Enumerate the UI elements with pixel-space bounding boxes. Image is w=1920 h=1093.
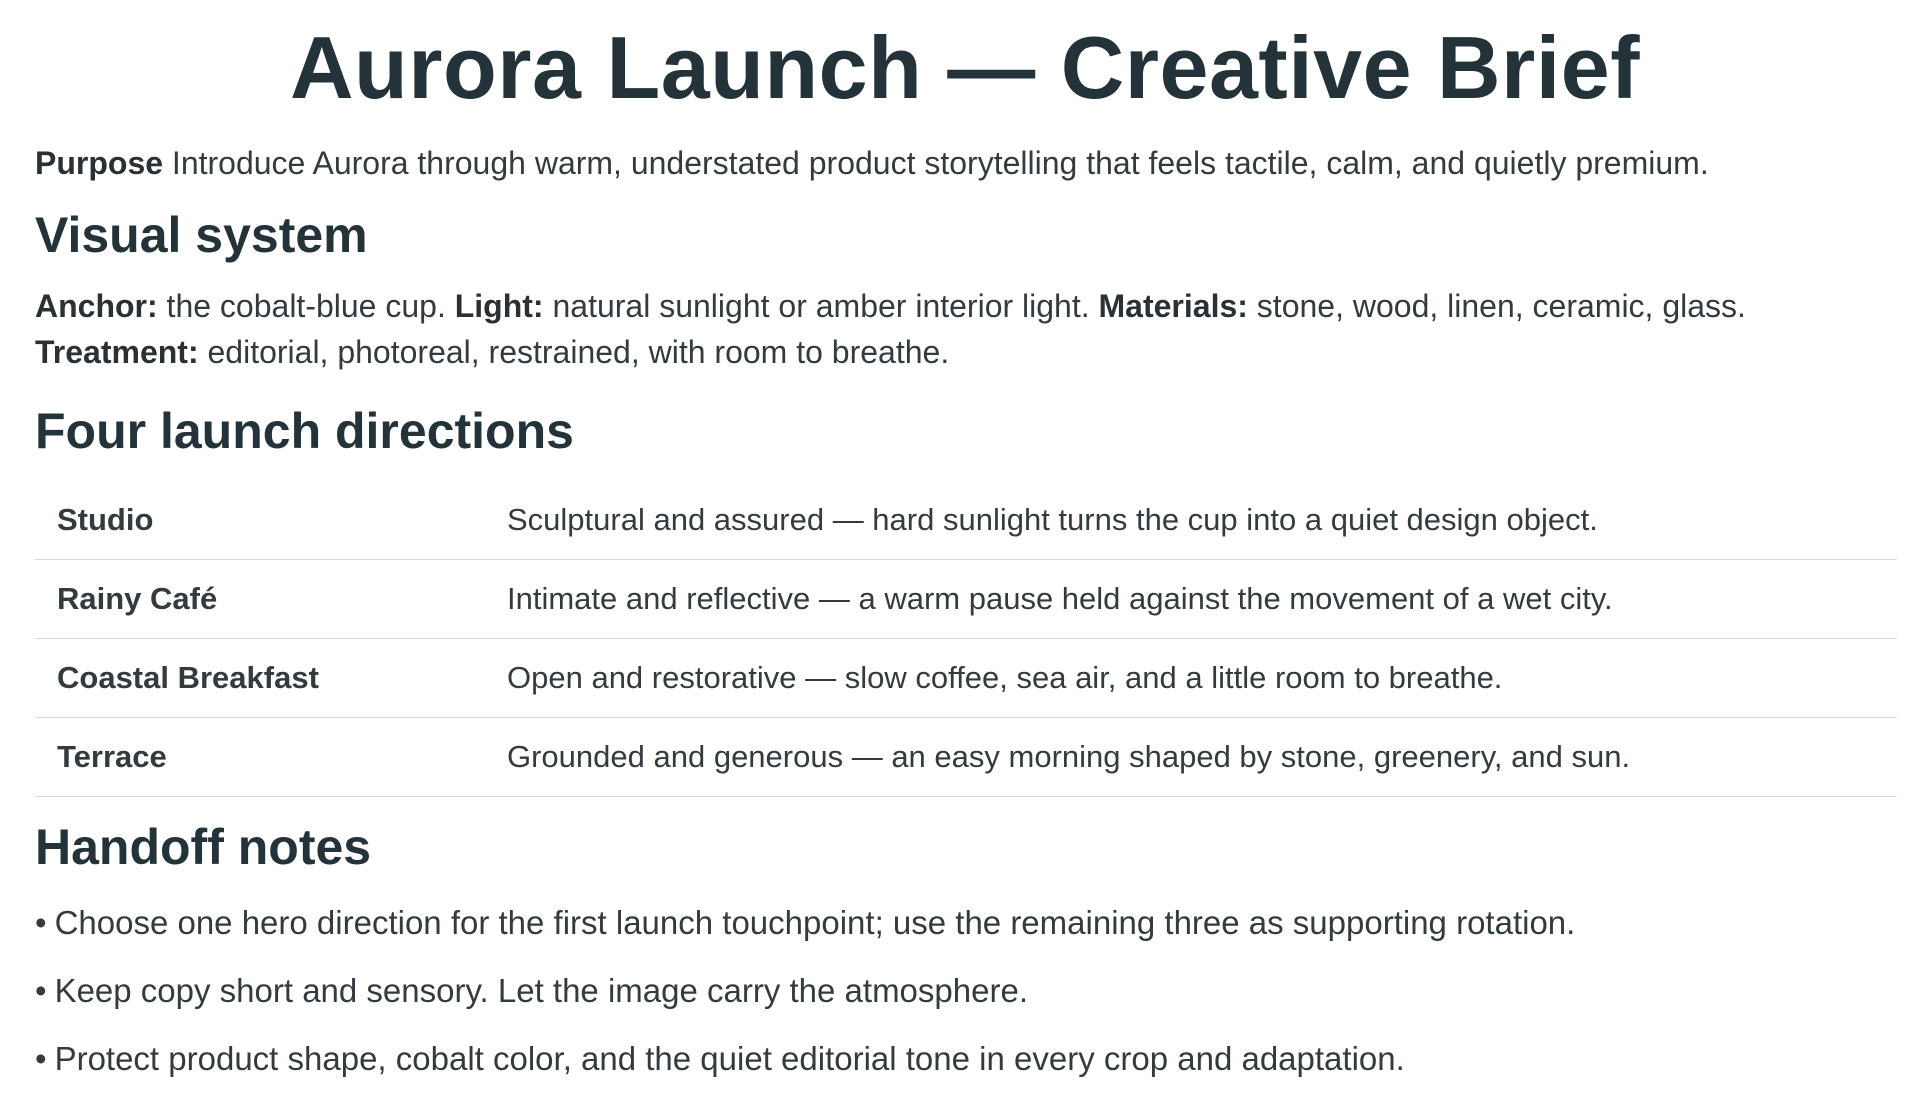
treatment-text: editorial, photoreal, restrained, with room to breathe. xyxy=(207,334,950,370)
table-row xyxy=(35,481,1897,560)
page-title: Aurora Launch — Creative Brief xyxy=(290,18,1640,117)
note-text: Choose one hero direction for the first launch touchpoint; use the remaining three as supporting rotation. xyxy=(54,904,1576,941)
anchor-text: the cobalt-blue cup. xyxy=(166,288,446,324)
note-text: Keep copy short and sensory. Let the image carry the atmosphere. xyxy=(54,972,1028,1009)
visual-system-heading: Visual system xyxy=(35,207,368,263)
table-row xyxy=(35,639,1897,718)
direction-name: Terrace xyxy=(35,718,507,797)
table-row xyxy=(35,718,1897,797)
direction-description: Sculptural and assured — hard sunlight turns the cup into a quiet design object. xyxy=(507,481,1897,560)
purpose-label: Purpose xyxy=(35,145,164,181)
direction-description: Open and restorative — slow coffee, sea air, and a little room to breathe. xyxy=(507,639,1897,718)
table-row xyxy=(35,560,1897,639)
list-item xyxy=(35,1025,1895,1093)
bullet: • xyxy=(35,1040,47,1077)
direction-name: Rainy Café xyxy=(35,560,507,639)
directions-table xyxy=(35,481,1897,797)
purpose-text: Introduce Aurora through warm, understated product storytelling that feels tactile, calm, and quietly premium. xyxy=(171,145,1709,181)
direction-name: Coastal Breakfast xyxy=(35,639,507,718)
purpose-paragraph xyxy=(35,143,1895,183)
visual-system-paragraph xyxy=(35,283,1895,375)
treatment-label: Treatment: xyxy=(35,334,199,370)
direction-name: Studio xyxy=(35,481,507,560)
light-label: Light: xyxy=(454,288,544,324)
materials-text: stone, wood, linen, ceramic, glass. xyxy=(1256,288,1746,324)
directions-heading: Four launch directions xyxy=(35,403,574,459)
bullet: • xyxy=(35,904,47,941)
creative-brief-page xyxy=(35,0,1895,1093)
direction-description: Intimate and reflective — a warm pause held against the movement of a wet city. xyxy=(507,560,1897,639)
list-item xyxy=(35,957,1895,1025)
anchor-label: Anchor: xyxy=(35,288,158,324)
handoff-heading: Handoff notes xyxy=(35,819,372,875)
materials-label: Materials: xyxy=(1098,288,1248,324)
light-text: natural sunlight or amber interior light. xyxy=(552,288,1090,324)
handoff-notes-list xyxy=(35,889,1895,1093)
note-text: Protect product shape, cobalt color, and the quiet editorial tone in every crop and adaptation. xyxy=(54,1040,1405,1077)
direction-description: Grounded and generous — an easy morning shaped by stone, greenery, and sun. xyxy=(507,718,1897,797)
list-item xyxy=(35,889,1895,957)
bullet: • xyxy=(35,972,47,1009)
